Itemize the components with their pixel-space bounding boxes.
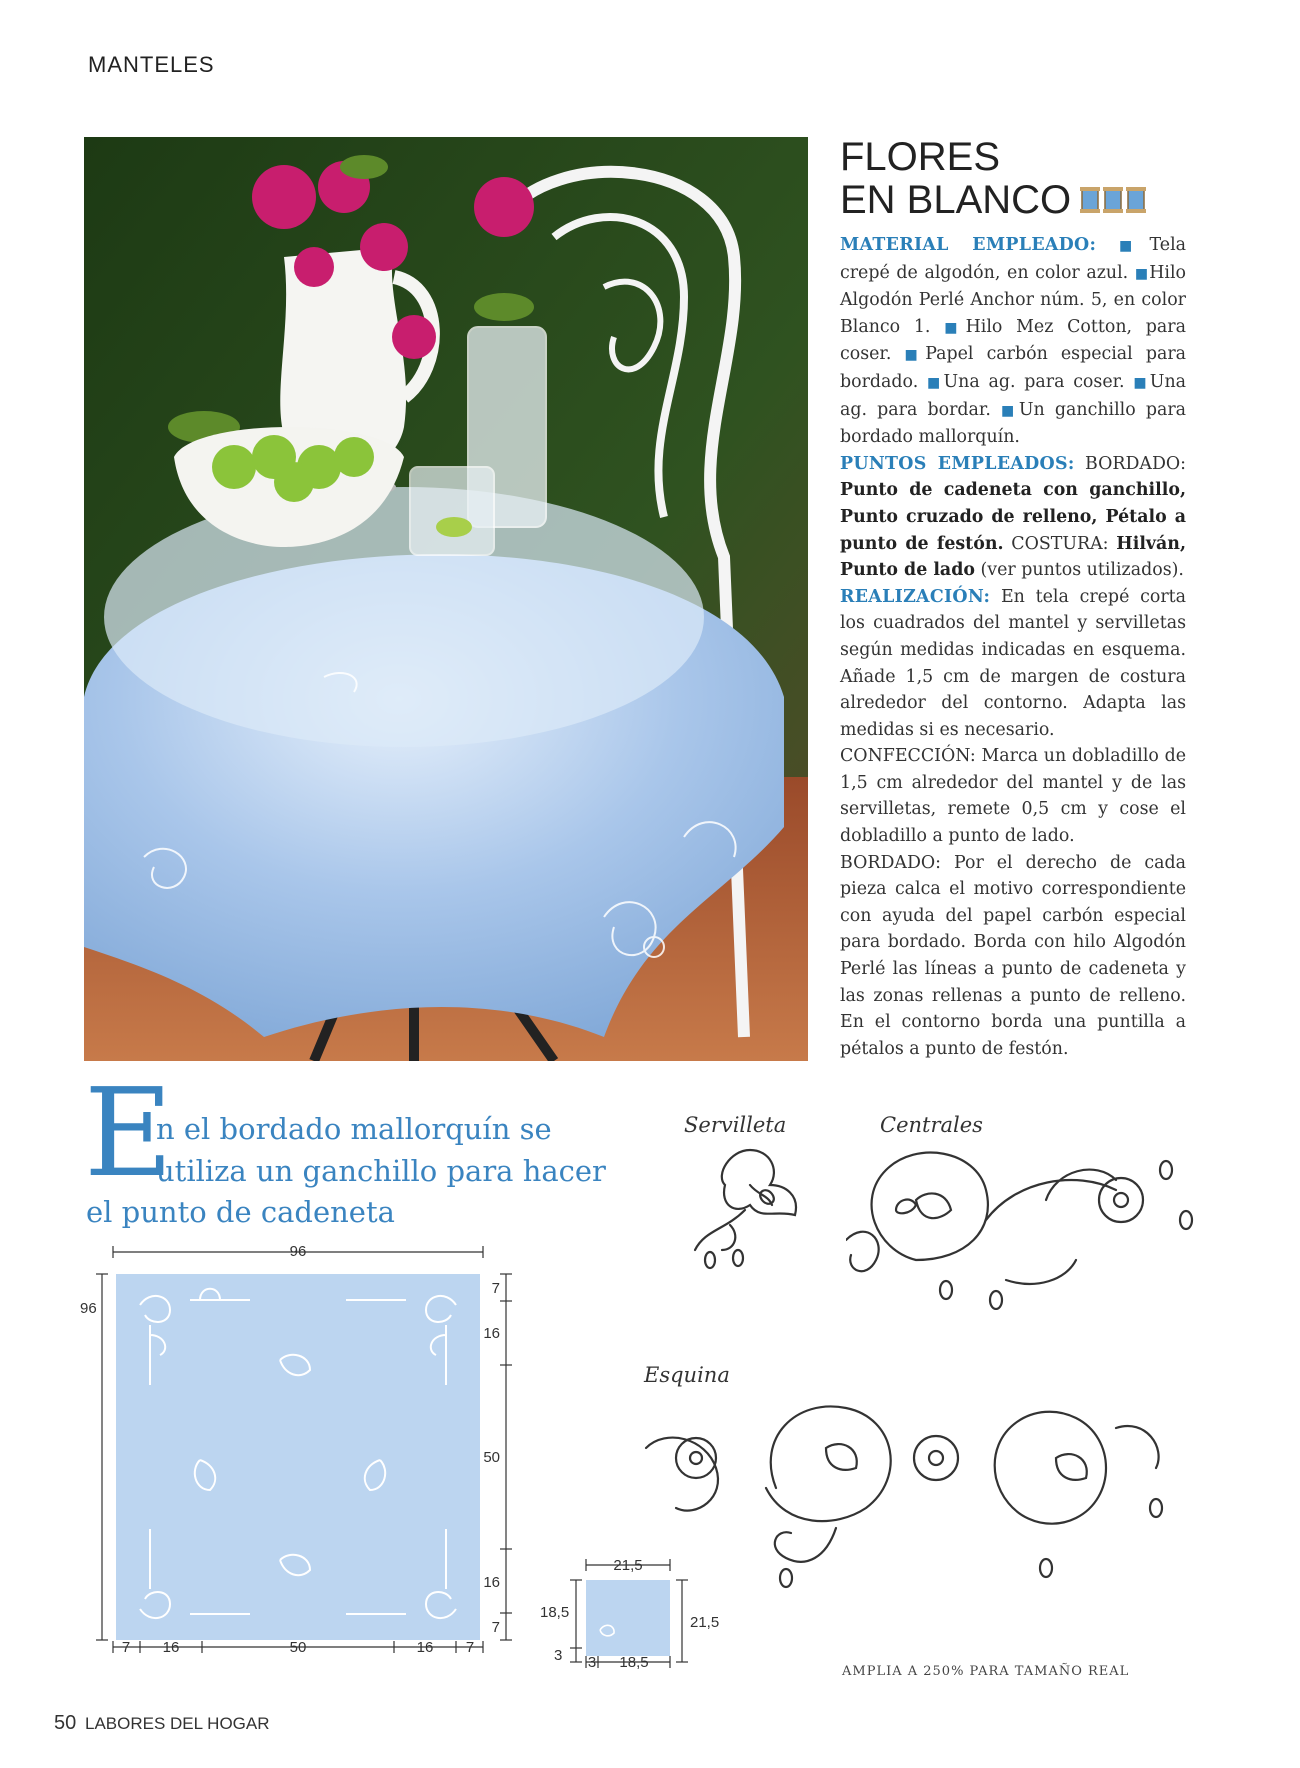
dim-right-0: 7 — [491, 1280, 500, 1297]
puntos-costura: Hilván, Punto de lado — [840, 533, 1186, 581]
material-heading: MATERIAL EMPLEADO: — [840, 235, 1097, 255]
page-number: 50 — [54, 1712, 77, 1734]
material-item: Tela crepé de algodón, en color azul. — [840, 235, 1187, 283]
realizacion-heading: REALIZACIÓN: — [840, 586, 991, 607]
material-item: Hilo Algodón Perlé Anchor núm. 5, en color Blanco 1. — [840, 262, 1186, 337]
dim-left-96: 96 — [80, 1300, 97, 1317]
material-item: Papel carbón especial para bordado. — [840, 344, 1186, 392]
dim-bottom-0: 7 — [121, 1639, 131, 1655]
dim-right-1: 16 — [483, 1325, 500, 1342]
napkin-schematic — [540, 1550, 720, 1670]
label-centrales: Centrales — [880, 1113, 983, 1137]
quote-line-2: utiliza un ganchillo para hacer — [156, 1154, 606, 1188]
puntos-heading: PUNTOS EMPLEADOS: — [840, 453, 1075, 474]
dim-right-2: 50 — [483, 1449, 500, 1466]
puntos-note: (ver puntos utilizados). — [980, 560, 1184, 581]
tablecloth-schematic — [80, 1235, 520, 1655]
title-line-2: EN BLANCO — [840, 178, 1072, 222]
section-label: MANTELES — [88, 52, 215, 77]
confeccion-text: CONFECCIÓN: Marca un dobladillo de 1,5 cm alrededor del mantel y de las servilletas, remete 0,5 cm y cose el dobladillo a punto de lado. — [840, 746, 1186, 847]
drop-cap: E — [84, 1062, 174, 1204]
publication-name: LABORES DEL HOGAR — [84, 1714, 270, 1733]
napkin-dim-right: 21,5 — [690, 1614, 720, 1631]
bordado-text: BORDADO: Por el derecho de cada pieza calca el motivo correspondiente con ayuda del papel carbón especial para bordado. Borda con hilo Algodón Perlé las líneas a punto de cadeneta y las zonas rellenas a punto de relleno. En el contorno borda una puntilla a pétalos a punto de festón. — [840, 852, 1186, 1059]
tablecloth-square — [116, 1274, 480, 1640]
material-item: Una ag. para coser. — [943, 371, 1125, 392]
tablecloth-photo — [84, 137, 808, 1061]
enlarge-note: AMPLIA A 250% PARA TAMAÑO REAL — [842, 1664, 1130, 1679]
article-title — [840, 136, 1149, 224]
puntos-bordado-label: BORDADO: — [1084, 453, 1186, 474]
puntos-bordado: Punto de cadeneta con ganchillo, Punto cruzado de relleno, Pétalo a punto de festón. — [840, 480, 1186, 554]
article-body: MATERIAL EMPLEADO: ■Tela crepé de algodón, en color azul. ■Hilo Algodón Perlé Anchor núm. 5, en color Blanco 1. ■Hilo Mez Cotton, para coser. ■Papel carbón especial para bordado. ■Una ag. para coser. ■Una ag. para bordar. ■Un ganchillo para bordado mallorquín. PUNTOS EMPLEADOS: BORDADO: Punto de cadeneta con ganchillo, Punto cruzado de relleno, Pétalo a punto de festón. COSTURA: Hilván, Punto de lado (ver puntos utilizados). REALIZACIÓN: En tela crepé corta los cuadrados del mantel y servilletas según medidas indicadas en esquema. Añade 1,5 cm de margen de costura alrededor del contorno. Adapta las medidas si es necesario. CONFECCIÓN: Marca un dobladillo de 1,5 cm alrededor del mantel y de las servilletas, remete 0,5 cm y cose el dobladillo a punto de lado. BORDADO: Por el derecho de cada pieza calca el motivo correspondiente con ayuda del papel carbón especial para bordado. Borda con hilo Algodón Perlé las líneas a punto de cadeneta y las zonas rellenas a punto de relleno. En el contorno borda una puntilla a pétalos a punto de festón. — [840, 235, 1187, 1059]
dim-top-96: 96 — [289, 1243, 307, 1260]
dim-bottom-2: 50 — [289, 1639, 307, 1655]
material-item: Hilo Mez Cotton, para coser. — [840, 316, 1186, 365]
material-item: Un ganchillo para bordado mallorquín. — [840, 399, 1187, 448]
quote-line-3: el punto de cadeneta — [86, 1195, 395, 1229]
centrales-motif — [846, 1140, 1206, 1310]
page-footer — [54, 1712, 270, 1735]
dim-bottom-4: 7 — [465, 1639, 475, 1655]
servilleta-motif — [690, 1140, 820, 1280]
title-line-1: FLORES — [840, 135, 1001, 179]
quote-line-1: n el bordado mallorquín se — [156, 1112, 552, 1146]
napkin-dim-top: 21,5 — [613, 1557, 643, 1574]
napkin-dim-left-a: 18,5 — [540, 1604, 570, 1621]
dim-bottom-1: 16 — [162, 1639, 180, 1655]
label-esquina: Esquina — [644, 1363, 730, 1387]
realizacion-text: En tela crepé corta los cuadrados del mantel y servilletas según medidas indicadas en esquema. Añade 1,5 cm de margen de costura alrededor del contorno. Adapta las medidas si es necesario. — [840, 586, 1187, 740]
dim-right-3: 16 — [483, 1574, 500, 1591]
material-item: Una ag. para bordar. — [840, 371, 1187, 420]
napkin-dim-bottom-b: 18,5 — [619, 1654, 649, 1670]
dim-bottom-3: 16 — [416, 1639, 434, 1655]
spool-difficulty-icon — [1079, 181, 1149, 224]
puntos-costura-label: COSTURA: — [1011, 533, 1109, 554]
dim-right-4: 7 — [491, 1619, 500, 1636]
label-servilleta: Servilleta — [684, 1113, 787, 1137]
napkin-dim-left-b: 3 — [554, 1647, 563, 1664]
napkin-square — [586, 1580, 670, 1656]
napkin-dim-bottom-a: 3 — [587, 1654, 597, 1670]
